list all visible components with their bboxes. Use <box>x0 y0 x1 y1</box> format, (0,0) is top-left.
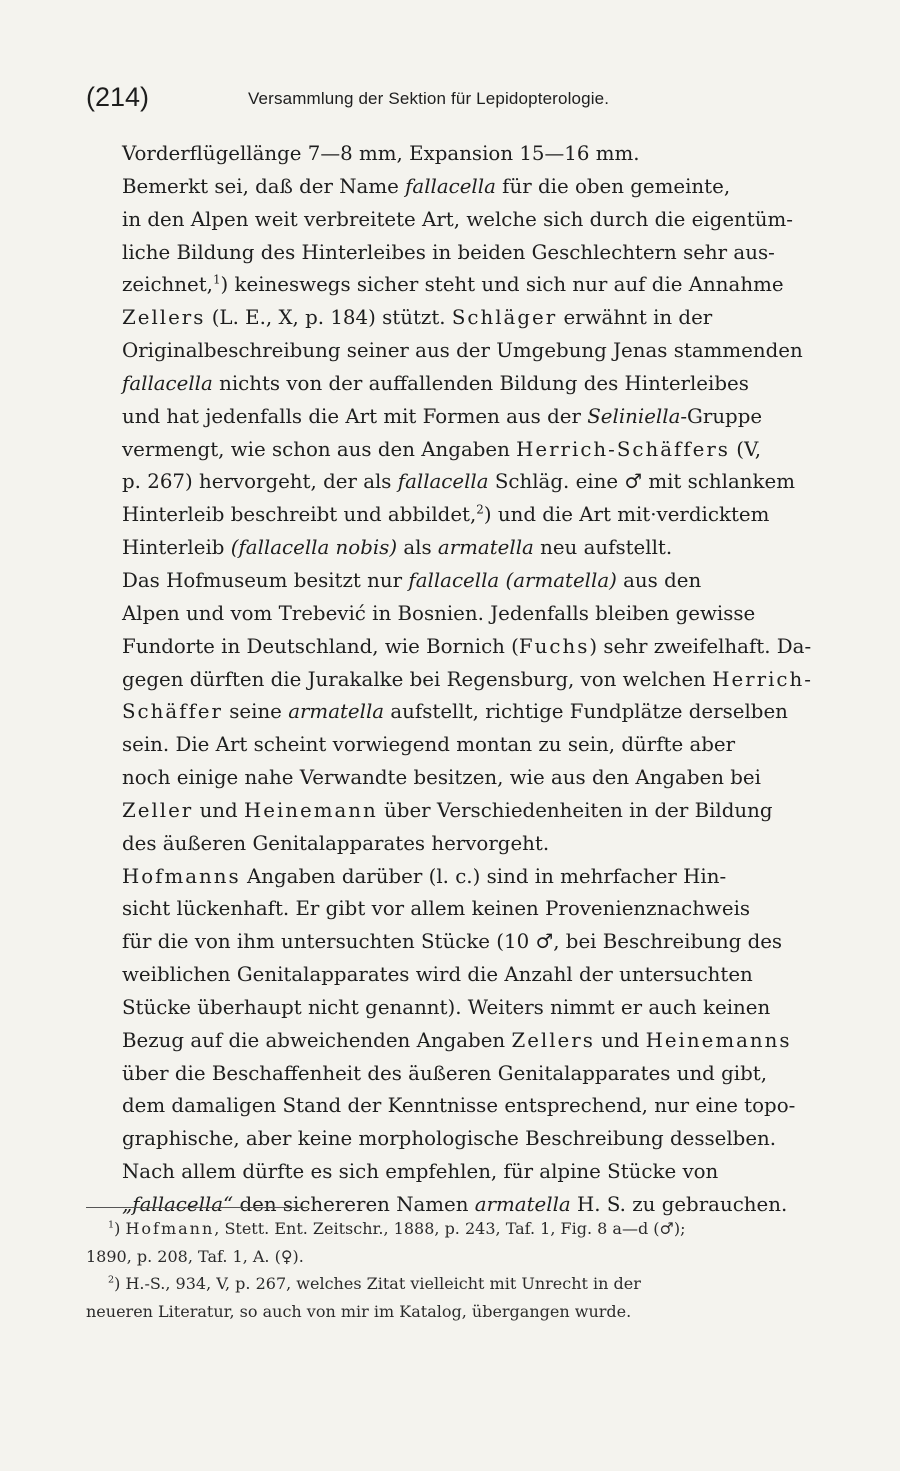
text-line: Bemerkt sei, daß der Name fallacella für die oben gemeinte, <box>122 174 731 198</box>
author-name: Heinemann <box>244 798 378 822</box>
text-line: gegen dürften die Jurakalke bei Regensburg, von welchen Herrich- <box>122 667 813 691</box>
text-line: neueren Literatur, so auch von mir im Katalog, übergangen wurde. <box>86 1301 632 1321</box>
text-line: Fundorte in Deutschland, wie Bornich (Fuchs) sehr zweifelhaft. Da- <box>122 634 812 658</box>
footnote-marker: 1 <box>108 1219 115 1231</box>
text-line: liche Bildung des Hinterleibes in beiden Geschlechtern sehr aus- <box>122 240 775 264</box>
text-line: „fallacella“ den sichereren Namen armatella H. S. zu gebrauchen. <box>122 1193 788 1216</box>
paragraph <box>86 138 851 171</box>
author-name: Schläger <box>451 306 558 330</box>
paragraph <box>86 565 851 861</box>
text-line: Nach allem dürfte es sich empfehlen, für alpine Stücke von <box>122 1160 719 1184</box>
text-line: graphische, aber keine morphologische Beschreibung desselben. <box>122 1127 777 1151</box>
author-name: Zellers <box>122 306 206 330</box>
text-line: Hinterleib (fallacella nobis) als armatella neu aufstellt. <box>122 536 673 560</box>
text-line: Originalbeschreibung seiner aus der Umgebung Jenas stammenden <box>122 339 803 363</box>
footnote-ref: 2 <box>476 502 484 517</box>
body-text <box>86 138 851 1222</box>
text-line: sicht lückenhaft. Er gibt vor allem keinen Provenienznachweis <box>122 897 751 921</box>
text-line: sein. Die Art scheint vorwiegend montan zu sein, dürfte aber <box>122 733 736 757</box>
text-line: Zellers (L. E., X, p. 184) stützt. Schläger erwähnt in der <box>122 306 713 330</box>
author-name: Zeller <box>122 798 194 822</box>
footnote <box>86 1215 851 1270</box>
text-line: noch einige nahe Verwandte besitzen, wie aus den Angaben bei <box>122 766 761 790</box>
author-name: Herrich-Schäffers <box>516 437 730 461</box>
text-line: dem damaligen Stand der Kenntnisse entsprechend, nur eine topo- <box>122 1094 796 1118</box>
text-line: p. 267) hervorgeht, der als fallacella Schläg. eine ♂ mit schlankem <box>122 470 795 494</box>
text-line: $^1$) Hofmann, Stett. Ent. Zeitschr., 1888, p. 243, Taf. 1, Fig. 8 a—d (♂); <box>108 1219 686 1238</box>
text-line: zeichnet,$^1$) keineswegs sicher steht und sich nur auf die Annahme <box>122 272 784 297</box>
author-name: Herrich- <box>712 667 813 691</box>
paragraph <box>86 861 851 1157</box>
footnotes <box>86 1215 851 1325</box>
text-line: Stücke überhaupt nicht genannt). Weiters nimmt er auch keinen <box>122 995 771 1019</box>
footnote <box>86 1270 851 1325</box>
text-line: fallacella nichts von der auffallenden Bildung des Hinterleibes <box>122 371 749 395</box>
text-line: Das Hofmuseum besitzt nur fallacella (armatella) aus den <box>122 568 702 592</box>
text-line: Schäffer seine armatella aufstellt, richtige Fundplätze derselben <box>122 700 788 724</box>
running-title: Versammlung der Sektion für Lepidopterologie. <box>248 89 610 108</box>
paragraph <box>86 171 851 565</box>
text-line: weiblichen Genitalapparates wird die Anzahl der untersuchten <box>122 963 753 987</box>
text-line: für die von ihm untersuchten Stücke (10 ♂, bei Beschreibung des <box>122 930 783 954</box>
author-name: Hofmanns <box>122 864 241 888</box>
text-line: und hat jedenfalls die Art mit Formen aus der Seliniella-Gruppe <box>122 404 763 428</box>
paragraph <box>86 1156 851 1222</box>
footnote-marker: 2 <box>108 1274 115 1286</box>
text-line: 1890, p. 208, Taf. 1, A. (♀). <box>86 1246 304 1266</box>
text-line: $^2$) H.-S., 934, V, p. 267, welches Zitat vielleicht mit Unrecht in der <box>108 1274 641 1293</box>
text-line: Bezug auf die abweichenden Angaben Zellers und Heinemanns <box>122 1028 792 1052</box>
author-name: Zellers <box>511 1028 595 1052</box>
footnote-ref: 1 <box>212 272 221 287</box>
page-header <box>86 82 856 122</box>
text-line: Zeller und Heinemann über Verschiedenheiten in der Bildung <box>122 798 773 822</box>
text-line: Alpen und vom Trebević in Bosnien. Jedenfalls bleiben gewisse <box>122 601 756 625</box>
author-name: Schäffer <box>122 700 223 724</box>
footnote-divider <box>86 1207 308 1208</box>
text-line: vermengt, wie schon aus den Angaben Herrich-Schäffers (V, <box>122 437 762 461</box>
author-name: Fuchs <box>518 634 590 658</box>
text-line: Hinterleib beschreibt und abbildet,$^2$) und die Art mit·verdicktem <box>122 502 770 527</box>
text-line: Hofmanns Angaben darüber (l. c.) sind in mehrfacher Hin- <box>122 864 727 888</box>
page-number: (214) <box>86 82 150 112</box>
text-line: über die Beschaffenheit des äußeren Genitalapparates und gibt, <box>122 1061 768 1085</box>
text-line: Vorderflügellänge 7—8 mm, Expansion 15—16 mm. <box>122 142 640 165</box>
author-name: Hofmann <box>125 1219 215 1238</box>
text-line: in den Alpen weit verbreitete Art, welche sich durch die eigentüm- <box>122 207 793 231</box>
text-line: des äußeren Genitalapparates hervorgeht. <box>122 831 550 855</box>
author-name: Heinemanns <box>645 1028 792 1052</box>
